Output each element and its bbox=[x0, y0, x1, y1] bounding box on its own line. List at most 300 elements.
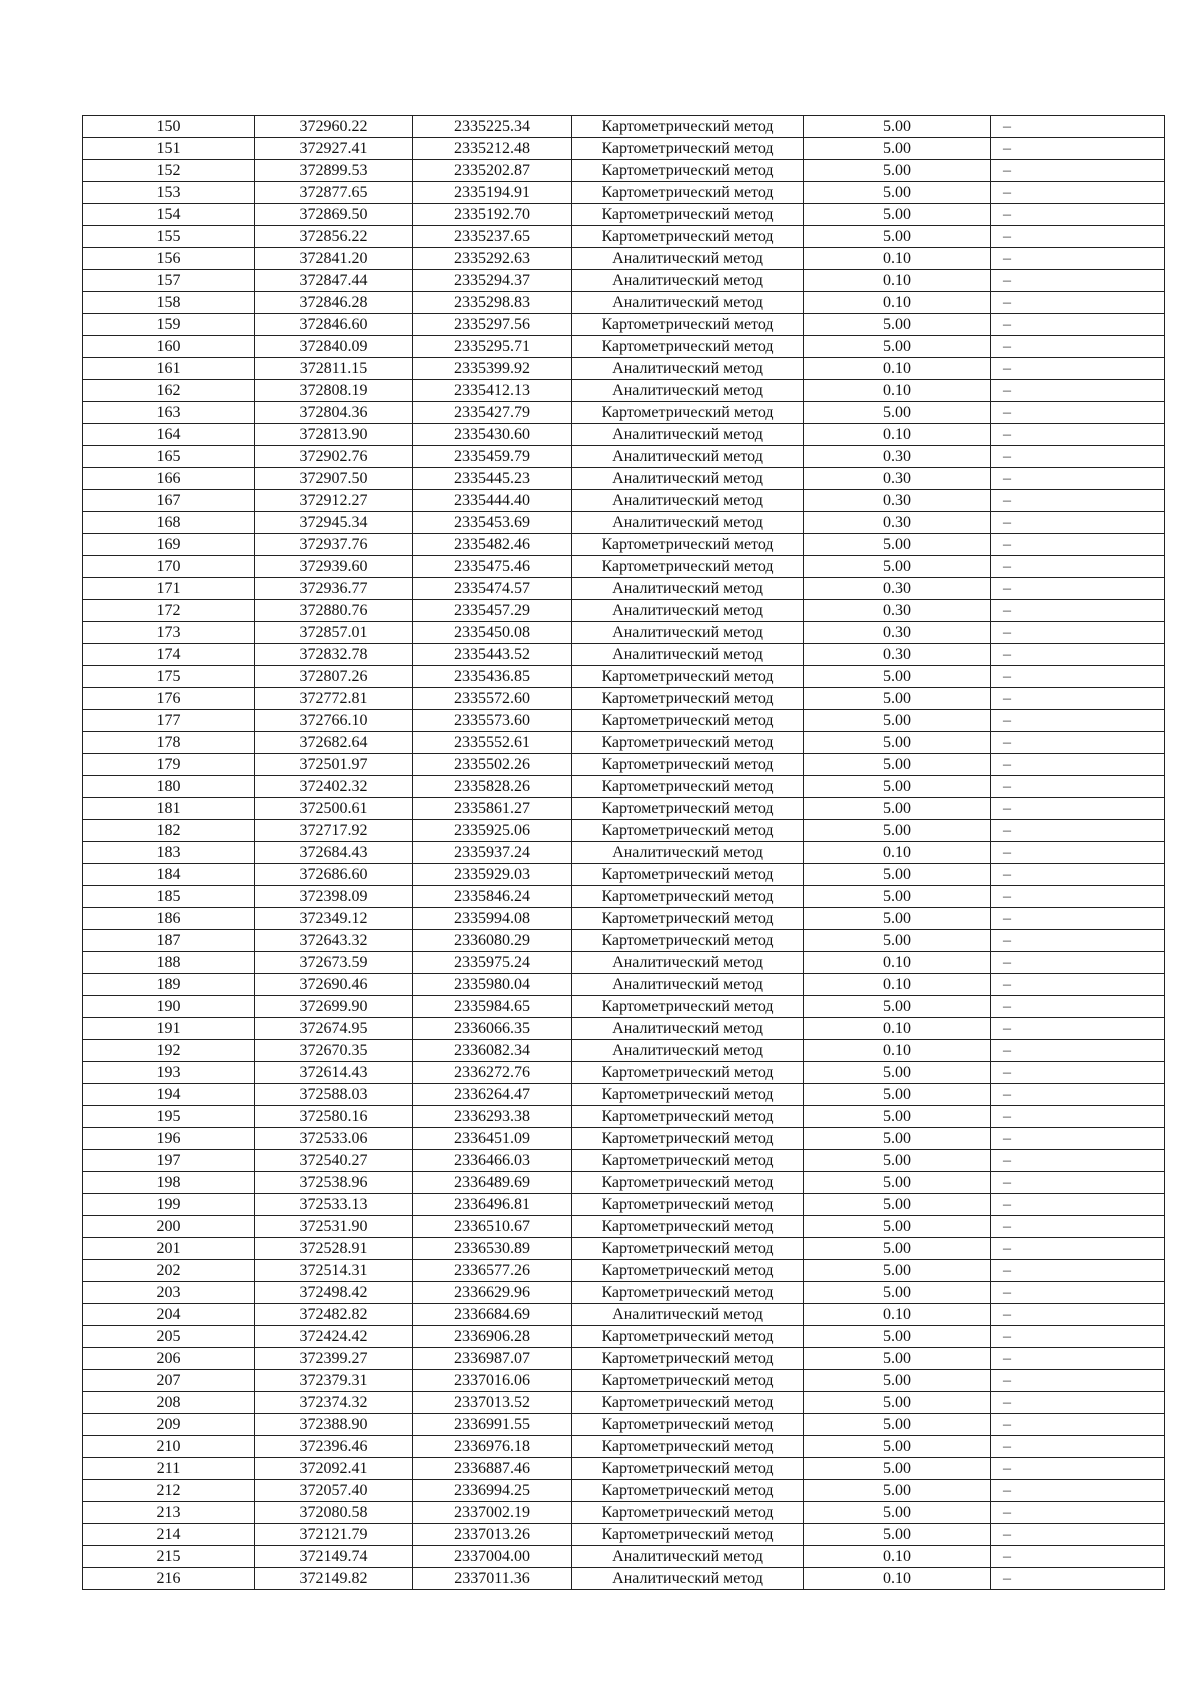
point-number-cell: 205 bbox=[83, 1326, 255, 1348]
accuracy-cell: 5.00 bbox=[804, 1392, 991, 1414]
method-cell: Картометрический метод bbox=[572, 1348, 804, 1370]
table-row bbox=[83, 446, 1165, 468]
method-cell: Картометрический метод bbox=[572, 688, 804, 710]
method-cell: Картометрический метод bbox=[572, 1106, 804, 1128]
description-cell: – bbox=[991, 1348, 1165, 1370]
description-cell: – bbox=[991, 842, 1165, 864]
method-cell: Картометрический метод bbox=[572, 1326, 804, 1348]
y-coordinate-cell: 2335450.08 bbox=[413, 622, 572, 644]
accuracy-cell: 5.00 bbox=[804, 1194, 991, 1216]
table-row bbox=[83, 226, 1165, 248]
method-cell: Картометрический метод bbox=[572, 1436, 804, 1458]
x-coordinate-cell: 372670.35 bbox=[255, 1040, 413, 1062]
description-cell: – bbox=[991, 798, 1165, 820]
y-coordinate-cell: 2335861.27 bbox=[413, 798, 572, 820]
table-row bbox=[83, 116, 1165, 138]
x-coordinate-cell: 372804.36 bbox=[255, 402, 413, 424]
x-coordinate-cell: 372846.28 bbox=[255, 292, 413, 314]
description-cell: – bbox=[991, 1194, 1165, 1216]
description-cell: – bbox=[991, 446, 1165, 468]
point-number-cell: 213 bbox=[83, 1502, 255, 1524]
description-cell: – bbox=[991, 622, 1165, 644]
y-coordinate-cell: 2337013.52 bbox=[413, 1392, 572, 1414]
table-row bbox=[83, 622, 1165, 644]
x-coordinate-cell: 372614.43 bbox=[255, 1062, 413, 1084]
method-cell: Аналитический метод bbox=[572, 1040, 804, 1062]
method-cell: Аналитический метод bbox=[572, 622, 804, 644]
description-cell: – bbox=[991, 534, 1165, 556]
method-cell: Картометрический метод bbox=[572, 996, 804, 1018]
point-number-cell: 175 bbox=[83, 666, 255, 688]
description-cell: – bbox=[991, 1524, 1165, 1546]
point-number-cell: 167 bbox=[83, 490, 255, 512]
y-coordinate-cell: 2337016.06 bbox=[413, 1370, 572, 1392]
accuracy-cell: 5.00 bbox=[804, 864, 991, 886]
description-cell: – bbox=[991, 886, 1165, 908]
method-cell: Аналитический метод bbox=[572, 512, 804, 534]
accuracy-cell: 0.30 bbox=[804, 468, 991, 490]
description-cell: – bbox=[991, 1392, 1165, 1414]
method-cell: Картометрический метод bbox=[572, 402, 804, 424]
point-number-cell: 214 bbox=[83, 1524, 255, 1546]
y-coordinate-cell: 2335237.65 bbox=[413, 226, 572, 248]
method-cell: Картометрический метод bbox=[572, 1128, 804, 1150]
method-cell: Картометрический метод bbox=[572, 754, 804, 776]
description-cell: – bbox=[991, 864, 1165, 886]
description-cell: – bbox=[991, 732, 1165, 754]
accuracy-cell: 0.30 bbox=[804, 490, 991, 512]
y-coordinate-cell: 2335194.91 bbox=[413, 182, 572, 204]
accuracy-cell: 5.00 bbox=[804, 1480, 991, 1502]
point-number-cell: 192 bbox=[83, 1040, 255, 1062]
x-coordinate-cell: 372501.97 bbox=[255, 754, 413, 776]
method-cell: Картометрический метод bbox=[572, 1084, 804, 1106]
accuracy-cell: 0.10 bbox=[804, 842, 991, 864]
method-cell: Аналитический метод bbox=[572, 952, 804, 974]
accuracy-cell: 5.00 bbox=[804, 908, 991, 930]
accuracy-cell: 0.10 bbox=[804, 952, 991, 974]
table-row bbox=[83, 908, 1165, 930]
table-row bbox=[83, 1150, 1165, 1172]
x-coordinate-cell: 372808.19 bbox=[255, 380, 413, 402]
y-coordinate-cell: 2336510.67 bbox=[413, 1216, 572, 1238]
x-coordinate-cell: 372699.90 bbox=[255, 996, 413, 1018]
method-cell: Картометрический метод bbox=[572, 776, 804, 798]
point-number-cell: 201 bbox=[83, 1238, 255, 1260]
point-number-cell: 180 bbox=[83, 776, 255, 798]
method-cell: Картометрический метод bbox=[572, 1172, 804, 1194]
point-number-cell: 174 bbox=[83, 644, 255, 666]
point-number-cell: 188 bbox=[83, 952, 255, 974]
accuracy-cell: 5.00 bbox=[804, 116, 991, 138]
point-number-cell: 209 bbox=[83, 1414, 255, 1436]
point-number-cell: 166 bbox=[83, 468, 255, 490]
x-coordinate-cell: 372498.42 bbox=[255, 1282, 413, 1304]
x-coordinate-cell: 372945.34 bbox=[255, 512, 413, 534]
table-row bbox=[83, 270, 1165, 292]
accuracy-cell: 0.30 bbox=[804, 622, 991, 644]
y-coordinate-cell: 2336082.34 bbox=[413, 1040, 572, 1062]
method-cell: Картометрический метод bbox=[572, 1502, 804, 1524]
y-coordinate-cell: 2335482.46 bbox=[413, 534, 572, 556]
y-coordinate-cell: 2337004.00 bbox=[413, 1546, 572, 1568]
point-number-cell: 200 bbox=[83, 1216, 255, 1238]
point-number-cell: 193 bbox=[83, 1062, 255, 1084]
accuracy-cell: 5.00 bbox=[804, 1062, 991, 1084]
table-row bbox=[83, 1392, 1165, 1414]
accuracy-cell: 5.00 bbox=[804, 1414, 991, 1436]
point-number-cell: 211 bbox=[83, 1458, 255, 1480]
y-coordinate-cell: 2336906.28 bbox=[413, 1326, 572, 1348]
x-coordinate-cell: 372402.32 bbox=[255, 776, 413, 798]
method-cell: Картометрический метод bbox=[572, 710, 804, 732]
accuracy-cell: 5.00 bbox=[804, 1084, 991, 1106]
method-cell: Картометрический метод bbox=[572, 1480, 804, 1502]
table-row bbox=[83, 820, 1165, 842]
x-coordinate-cell: 372912.27 bbox=[255, 490, 413, 512]
table-row bbox=[83, 930, 1165, 952]
y-coordinate-cell: 2335292.63 bbox=[413, 248, 572, 270]
table-row bbox=[83, 1480, 1165, 1502]
point-number-cell: 156 bbox=[83, 248, 255, 270]
accuracy-cell: 5.00 bbox=[804, 1172, 991, 1194]
accuracy-cell: 0.10 bbox=[804, 1546, 991, 1568]
accuracy-cell: 5.00 bbox=[804, 776, 991, 798]
point-number-cell: 197 bbox=[83, 1150, 255, 1172]
table-row bbox=[83, 1216, 1165, 1238]
y-coordinate-cell: 2336451.09 bbox=[413, 1128, 572, 1150]
y-coordinate-cell: 2336293.38 bbox=[413, 1106, 572, 1128]
table-row bbox=[83, 1018, 1165, 1040]
accuracy-cell: 0.10 bbox=[804, 1568, 991, 1590]
x-coordinate-cell: 372533.06 bbox=[255, 1128, 413, 1150]
y-coordinate-cell: 2336530.89 bbox=[413, 1238, 572, 1260]
point-number-cell: 150 bbox=[83, 116, 255, 138]
y-coordinate-cell: 2335457.29 bbox=[413, 600, 572, 622]
y-coordinate-cell: 2336066.35 bbox=[413, 1018, 572, 1040]
method-cell: Картометрический метод bbox=[572, 886, 804, 908]
method-cell: Аналитический метод bbox=[572, 1304, 804, 1326]
accuracy-cell: 0.30 bbox=[804, 644, 991, 666]
table-row bbox=[83, 798, 1165, 820]
accuracy-cell: 5.00 bbox=[804, 336, 991, 358]
accuracy-cell: 5.00 bbox=[804, 534, 991, 556]
x-coordinate-cell: 372880.76 bbox=[255, 600, 413, 622]
point-number-cell: 206 bbox=[83, 1348, 255, 1370]
point-number-cell: 207 bbox=[83, 1370, 255, 1392]
y-coordinate-cell: 2337011.36 bbox=[413, 1568, 572, 1590]
x-coordinate-cell: 372960.22 bbox=[255, 116, 413, 138]
method-cell: Картометрический метод bbox=[572, 1370, 804, 1392]
accuracy-cell: 5.00 bbox=[804, 314, 991, 336]
description-cell: – bbox=[991, 644, 1165, 666]
x-coordinate-cell: 372902.76 bbox=[255, 446, 413, 468]
description-cell: – bbox=[991, 1546, 1165, 1568]
coordinates-table-body bbox=[83, 116, 1165, 1590]
method-cell: Аналитический метод bbox=[572, 578, 804, 600]
x-coordinate-cell: 372349.12 bbox=[255, 908, 413, 930]
y-coordinate-cell: 2335937.24 bbox=[413, 842, 572, 864]
accuracy-cell: 5.00 bbox=[804, 732, 991, 754]
table-row bbox=[83, 1414, 1165, 1436]
table-row bbox=[83, 1348, 1165, 1370]
point-number-cell: 155 bbox=[83, 226, 255, 248]
description-cell: – bbox=[991, 402, 1165, 424]
table-row bbox=[83, 1458, 1165, 1480]
method-cell: Аналитический метод bbox=[572, 424, 804, 446]
method-cell: Аналитический метод bbox=[572, 380, 804, 402]
table-row bbox=[83, 1084, 1165, 1106]
point-number-cell: 168 bbox=[83, 512, 255, 534]
description-cell: – bbox=[991, 710, 1165, 732]
method-cell: Картометрический метод bbox=[572, 1238, 804, 1260]
point-number-cell: 165 bbox=[83, 446, 255, 468]
x-coordinate-cell: 372877.65 bbox=[255, 182, 413, 204]
x-coordinate-cell: 372533.13 bbox=[255, 1194, 413, 1216]
table-row bbox=[83, 776, 1165, 798]
point-number-cell: 161 bbox=[83, 358, 255, 380]
table-row bbox=[83, 1172, 1165, 1194]
x-coordinate-cell: 372149.74 bbox=[255, 1546, 413, 1568]
description-cell: – bbox=[991, 1260, 1165, 1282]
coordinates-table bbox=[82, 115, 1165, 1590]
accuracy-cell: 5.00 bbox=[804, 204, 991, 226]
y-coordinate-cell: 2335430.60 bbox=[413, 424, 572, 446]
method-cell: Аналитический метод bbox=[572, 468, 804, 490]
x-coordinate-cell: 372674.95 bbox=[255, 1018, 413, 1040]
point-number-cell: 189 bbox=[83, 974, 255, 996]
table-row bbox=[83, 864, 1165, 886]
point-number-cell: 158 bbox=[83, 292, 255, 314]
table-row bbox=[83, 138, 1165, 160]
y-coordinate-cell: 2335994.08 bbox=[413, 908, 572, 930]
description-cell: – bbox=[991, 204, 1165, 226]
table-row bbox=[83, 512, 1165, 534]
method-cell: Картометрический метод bbox=[572, 138, 804, 160]
table-row bbox=[83, 1502, 1165, 1524]
accuracy-cell: 0.30 bbox=[804, 512, 991, 534]
method-cell: Картометрический метод bbox=[572, 1524, 804, 1546]
accuracy-cell: 5.00 bbox=[804, 226, 991, 248]
accuracy-cell: 5.00 bbox=[804, 930, 991, 952]
method-cell: Картометрический метод bbox=[572, 732, 804, 754]
method-cell: Картометрический метод bbox=[572, 908, 804, 930]
x-coordinate-cell: 372840.09 bbox=[255, 336, 413, 358]
x-coordinate-cell: 372540.27 bbox=[255, 1150, 413, 1172]
method-cell: Картометрический метод bbox=[572, 1062, 804, 1084]
description-cell: – bbox=[991, 1304, 1165, 1326]
accuracy-cell: 5.00 bbox=[804, 1150, 991, 1172]
y-coordinate-cell: 2335573.60 bbox=[413, 710, 572, 732]
table-row bbox=[83, 644, 1165, 666]
y-coordinate-cell: 2336991.55 bbox=[413, 1414, 572, 1436]
y-coordinate-cell: 2335984.65 bbox=[413, 996, 572, 1018]
point-number-cell: 203 bbox=[83, 1282, 255, 1304]
accuracy-cell: 0.10 bbox=[804, 1304, 991, 1326]
accuracy-cell: 5.00 bbox=[804, 1216, 991, 1238]
y-coordinate-cell: 2336887.46 bbox=[413, 1458, 572, 1480]
point-number-cell: 191 bbox=[83, 1018, 255, 1040]
description-cell: – bbox=[991, 1326, 1165, 1348]
table-row bbox=[83, 402, 1165, 424]
table-row bbox=[83, 666, 1165, 688]
x-coordinate-cell: 372580.16 bbox=[255, 1106, 413, 1128]
table-row bbox=[83, 732, 1165, 754]
y-coordinate-cell: 2336684.69 bbox=[413, 1304, 572, 1326]
x-coordinate-cell: 372057.40 bbox=[255, 1480, 413, 1502]
method-cell: Картометрический метод bbox=[572, 1216, 804, 1238]
x-coordinate-cell: 372080.58 bbox=[255, 1502, 413, 1524]
description-cell: – bbox=[991, 908, 1165, 930]
accuracy-cell: 5.00 bbox=[804, 1106, 991, 1128]
x-coordinate-cell: 372396.46 bbox=[255, 1436, 413, 1458]
x-coordinate-cell: 372686.60 bbox=[255, 864, 413, 886]
y-coordinate-cell: 2335980.04 bbox=[413, 974, 572, 996]
table-row bbox=[83, 600, 1165, 622]
point-number-cell: 173 bbox=[83, 622, 255, 644]
x-coordinate-cell: 372673.59 bbox=[255, 952, 413, 974]
y-coordinate-cell: 2335436.85 bbox=[413, 666, 572, 688]
table-row bbox=[83, 1326, 1165, 1348]
method-cell: Картометрический метод bbox=[572, 930, 804, 952]
description-cell: – bbox=[991, 776, 1165, 798]
description-cell: – bbox=[991, 1150, 1165, 1172]
x-coordinate-cell: 372388.90 bbox=[255, 1414, 413, 1436]
description-cell: – bbox=[991, 1062, 1165, 1084]
table-row bbox=[83, 490, 1165, 512]
description-cell: – bbox=[991, 380, 1165, 402]
y-coordinate-cell: 2336976.18 bbox=[413, 1436, 572, 1458]
table-row bbox=[83, 996, 1165, 1018]
x-coordinate-cell: 372538.96 bbox=[255, 1172, 413, 1194]
method-cell: Аналитический метод bbox=[572, 490, 804, 512]
description-cell: – bbox=[991, 1106, 1165, 1128]
table-row bbox=[83, 754, 1165, 776]
point-number-cell: 190 bbox=[83, 996, 255, 1018]
table-row bbox=[83, 182, 1165, 204]
y-coordinate-cell: 2335202.87 bbox=[413, 160, 572, 182]
x-coordinate-cell: 372643.32 bbox=[255, 930, 413, 952]
y-coordinate-cell: 2335975.24 bbox=[413, 952, 572, 974]
description-cell: – bbox=[991, 1018, 1165, 1040]
x-coordinate-cell: 372899.53 bbox=[255, 160, 413, 182]
accuracy-cell: 0.30 bbox=[804, 600, 991, 622]
y-coordinate-cell: 2335502.26 bbox=[413, 754, 572, 776]
method-cell: Аналитический метод bbox=[572, 1018, 804, 1040]
method-cell: Картометрический метод bbox=[572, 820, 804, 842]
point-number-cell: 154 bbox=[83, 204, 255, 226]
point-number-cell: 179 bbox=[83, 754, 255, 776]
y-coordinate-cell: 2335572.60 bbox=[413, 688, 572, 710]
point-number-cell: 152 bbox=[83, 160, 255, 182]
x-coordinate-cell: 372857.01 bbox=[255, 622, 413, 644]
table-row bbox=[83, 1040, 1165, 1062]
x-coordinate-cell: 372846.60 bbox=[255, 314, 413, 336]
table-row bbox=[83, 248, 1165, 270]
y-coordinate-cell: 2335846.24 bbox=[413, 886, 572, 908]
method-cell: Картометрический метод bbox=[572, 1392, 804, 1414]
accuracy-cell: 0.10 bbox=[804, 1040, 991, 1062]
table-row bbox=[83, 292, 1165, 314]
description-cell: – bbox=[991, 1216, 1165, 1238]
accuracy-cell: 5.00 bbox=[804, 1128, 991, 1150]
x-coordinate-cell: 372807.26 bbox=[255, 666, 413, 688]
description-cell: – bbox=[991, 248, 1165, 270]
x-coordinate-cell: 372841.20 bbox=[255, 248, 413, 270]
point-number-cell: 160 bbox=[83, 336, 255, 358]
x-coordinate-cell: 372682.64 bbox=[255, 732, 413, 754]
table-row bbox=[83, 160, 1165, 182]
method-cell: Аналитический метод bbox=[572, 292, 804, 314]
point-number-cell: 182 bbox=[83, 820, 255, 842]
method-cell: Картометрический метод bbox=[572, 1260, 804, 1282]
x-coordinate-cell: 372936.77 bbox=[255, 578, 413, 600]
y-coordinate-cell: 2335298.83 bbox=[413, 292, 572, 314]
x-coordinate-cell: 372482.82 bbox=[255, 1304, 413, 1326]
y-coordinate-cell: 2335445.23 bbox=[413, 468, 572, 490]
method-cell: Картометрический метод bbox=[572, 204, 804, 226]
accuracy-cell: 5.00 bbox=[804, 1326, 991, 1348]
method-cell: Картометрический метод bbox=[572, 798, 804, 820]
point-number-cell: 176 bbox=[83, 688, 255, 710]
accuracy-cell: 0.10 bbox=[804, 248, 991, 270]
method-cell: Аналитический метод bbox=[572, 600, 804, 622]
method-cell: Аналитический метод bbox=[572, 1568, 804, 1590]
description-cell: – bbox=[991, 270, 1165, 292]
y-coordinate-cell: 2335294.37 bbox=[413, 270, 572, 292]
description-cell: – bbox=[991, 996, 1165, 1018]
y-coordinate-cell: 2335443.52 bbox=[413, 644, 572, 666]
y-coordinate-cell: 2335212.48 bbox=[413, 138, 572, 160]
point-number-cell: 177 bbox=[83, 710, 255, 732]
y-coordinate-cell: 2335453.69 bbox=[413, 512, 572, 534]
accuracy-cell: 5.00 bbox=[804, 160, 991, 182]
description-cell: – bbox=[991, 116, 1165, 138]
x-coordinate-cell: 372927.41 bbox=[255, 138, 413, 160]
description-cell: – bbox=[991, 226, 1165, 248]
table-row bbox=[83, 886, 1165, 908]
table-row bbox=[83, 1062, 1165, 1084]
x-coordinate-cell: 372832.78 bbox=[255, 644, 413, 666]
table-row bbox=[83, 534, 1165, 556]
description-cell: – bbox=[991, 1568, 1165, 1590]
point-number-cell: 185 bbox=[83, 886, 255, 908]
method-cell: Картометрический метод bbox=[572, 116, 804, 138]
accuracy-cell: 5.00 bbox=[804, 1282, 991, 1304]
method-cell: Картометрический метод bbox=[572, 336, 804, 358]
description-cell: – bbox=[991, 1436, 1165, 1458]
y-coordinate-cell: 2335225.34 bbox=[413, 116, 572, 138]
y-coordinate-cell: 2336466.03 bbox=[413, 1150, 572, 1172]
description-cell: – bbox=[991, 556, 1165, 578]
accuracy-cell: 0.10 bbox=[804, 292, 991, 314]
y-coordinate-cell: 2335295.71 bbox=[413, 336, 572, 358]
description-cell: – bbox=[991, 600, 1165, 622]
point-number-cell: 171 bbox=[83, 578, 255, 600]
method-cell: Картометрический метод bbox=[572, 666, 804, 688]
table-row bbox=[83, 1436, 1165, 1458]
description-cell: – bbox=[991, 314, 1165, 336]
accuracy-cell: 5.00 bbox=[804, 1502, 991, 1524]
point-number-cell: 172 bbox=[83, 600, 255, 622]
description-cell: – bbox=[991, 1084, 1165, 1106]
method-cell: Аналитический метод bbox=[572, 842, 804, 864]
accuracy-cell: 5.00 bbox=[804, 1348, 991, 1370]
accuracy-cell: 0.30 bbox=[804, 446, 991, 468]
table-row bbox=[83, 1304, 1165, 1326]
point-number-cell: 196 bbox=[83, 1128, 255, 1150]
x-coordinate-cell: 372531.90 bbox=[255, 1216, 413, 1238]
